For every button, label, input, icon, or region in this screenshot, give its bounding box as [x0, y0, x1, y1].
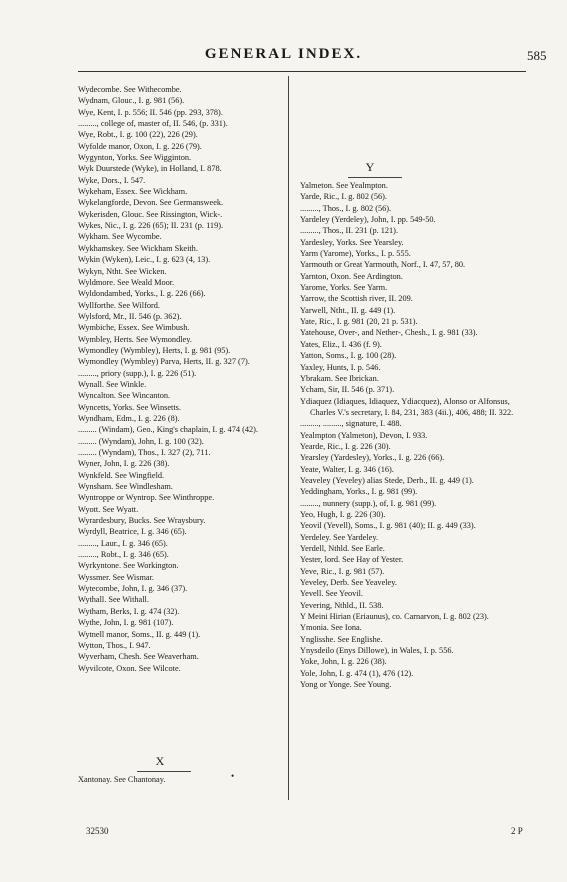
index-entry: Wythe, John, I. g. 981 (107). [78, 618, 174, 628]
index-entry: Wyrdyll, Beatrice, I. g. 346 (65). [78, 527, 187, 537]
index-entry: Yeate, Walter, I. g. 346 (16). [300, 464, 394, 474]
index-entry: Yoke, John, I. g. 226 (38). [300, 657, 387, 667]
left-column [78, 84, 292, 674]
index-entry: ........., ........., signature, I. 488. [300, 419, 402, 429]
index-entry: Wygynton, Yorks. See Wigginton. [78, 153, 192, 163]
index-entry: Ycham, Sir, II. 546 (p. 371). [300, 385, 395, 395]
index-entry: Yeve, Ric., I. g. 981 (57). [300, 566, 385, 576]
right-column [300, 180, 526, 690]
page-number: 585 [527, 48, 547, 63]
index-entry: Wyott. See Wyatt. [78, 504, 139, 514]
index-entry: Yearsley (Yardesley), Yorks., I. g. 226 (66). [300, 453, 445, 463]
index-entry: Wythall. See Withall. [78, 595, 149, 605]
index-entry: Wyssmer. See Wismar. [78, 572, 154, 582]
index-entry: Wykerisden, Glouc. See Rissington, Wick-. [78, 209, 223, 219]
index-entry: ........., college of, master of, II. 546, (p. 331). [78, 119, 228, 129]
index-entry: ........., Thos., I. g. 802 (56). [300, 203, 392, 213]
index-entry: Yearde, Ric., I. g. 226 (30). [300, 441, 391, 451]
index-entry: Wyrardesbury, Bucks. See Wraysbury. [78, 516, 206, 526]
index-entry: Yealmpton (Yalmeton), Devon, I. 933. [300, 430, 428, 440]
page-title: GENERAL INDEX. [204, 46, 363, 62]
index-entry: Wymondley (Wymbley) Parva, Herts, II. g. 327 (7). [78, 357, 250, 367]
index-entry: Wyncetts, Yorks. See Winsetts. [78, 402, 181, 412]
index-entry: ........., Thos., II. 231 (p. 121). [300, 226, 399, 236]
footer-signature-mark: 2 P [511, 826, 523, 836]
index-entry: Wyncalton. See Wincanton. [78, 391, 171, 401]
index-entry: Wydecombe. See Withecombe. [78, 85, 182, 94]
index-entry: Yeo, Hugh, I. g. 226 (30). [300, 509, 386, 519]
index-entry: Wydnam, Glouc., I. g. 981 (56). [78, 96, 185, 106]
index-entry: Wyrkyntone. See Workington. [78, 561, 179, 571]
index-entry: Wykyn, Ntht. See Wicken. [78, 266, 167, 276]
index-entry: Wykin (Wyken), Leic., I. g. 623 (4, 13). [78, 255, 211, 265]
index-entry: Wytham, Berks, I. g. 474 (32). [78, 606, 180, 616]
index-entry: Wykes, Nic., I. g. 226 (65); II. 231 (p. 119). [78, 221, 224, 231]
index-entry: Yole, John, I. g. 474 (1), 476 (12). [300, 668, 414, 678]
index-entry: Yeveley, Derb. See Yeaveley. [300, 578, 397, 588]
index-entry: Yalmeton. See Yealmpton. [300, 181, 388, 190]
index-entry: Wyvilcote, Oxon. See Wilcote. [78, 663, 181, 673]
index-entry: Wyllforthe. See Wilford. [78, 300, 160, 310]
index-entry: Wymbley, Herts. See Wymondley. [78, 334, 192, 344]
index-entry: Yatton, Soms., I. g. 100 (28). [300, 351, 397, 361]
index-entry: Wynkfeld. See Wingfield. [78, 470, 165, 480]
index-entry: Wykeham, Essex. See Wickham. [78, 187, 188, 197]
ornament-dot: • [231, 771, 235, 781]
index-entry: ........., nunnery (supp.), of, I. g. 981 (99). [300, 498, 437, 508]
index-entry: Wykelangforde, Devon. See Germansweek. [78, 198, 224, 208]
index-entry: Yates, Eliz., I. 436 (f. 9). [300, 339, 382, 349]
index-entry: Wykham. See Wycombe. [78, 232, 162, 242]
index-entry: Wytton, Thos., I. 947. [78, 640, 151, 650]
index-entry: Yardesley, Yorks. See Yearsley. [300, 237, 404, 247]
index-entry: Yarwell, Ntht., II. g. 449 (1). [300, 305, 396, 315]
index-entry: Ybrakam. See Ibrickan. [300, 373, 379, 383]
index-entry: Wytecombe, John, I. g. 346 (37). [78, 584, 188, 594]
index-entry: Yarrow, the Scottish river, II. 209. [300, 294, 413, 304]
index-entry: Yeddingham, Yorks., I. g. 981 (99). [300, 487, 418, 497]
index-entry: ......... (Wyndam), John, I. g. 100 (32). [78, 436, 204, 446]
index-entry: Wyke, Dors., I. 547. [78, 175, 146, 185]
index-entry: Wyldondambed, Yorks., I. g. 226 (66). [78, 289, 206, 299]
index-entry: Yatehouse, Over-, and Nether-, Chesh., I. g. 981 (33). [300, 328, 478, 338]
index-entry: Wymbiche, Essex. See Wimbush. [78, 323, 190, 333]
footer-signature-number: 32530 [86, 826, 109, 836]
index-entry: Yevell. See Yeovil. [300, 589, 364, 599]
index-entry: Yarnton, Oxon. See Ardington. [300, 271, 403, 281]
index-entry: Wyntroppe or Wyntrop. See Winthroppe. [78, 493, 215, 503]
index-entry: Wylsford, Mr., II. 546 (p. 362). [78, 311, 182, 321]
index-entry: ......... (Wyndam), Thos., I. 327 (2), 711. [78, 448, 211, 457]
index-entry: Yarmouth or Great Yarmouth, Norf., I. 47, 57, 80. [300, 260, 466, 270]
index-entry: Wyner, John, I. g. 226 (38). [78, 459, 170, 469]
index-entry: Wyverham, Chesh. See Weaverham. [78, 652, 199, 662]
index-entry: Wynall. See Winkle. [78, 379, 147, 389]
index-entry: Yardeley (Yerdeley), John, I. pp. 549-50. [300, 215, 436, 225]
index-entry: Yerdell, Nthld. See Earle. [300, 544, 385, 553]
index-entry: Wyndham, Edm., I. g. 226 (8). [78, 413, 180, 423]
index-entry: Yarome, Yorks. See Yarm. [300, 283, 388, 293]
index-entry: ........., Robt., I. g. 346 (65). [78, 550, 169, 560]
index-entry: Wymondley (Wymbley), Herts, I. g. 981 (95). [78, 345, 231, 355]
index-entry: Yarde, Ric., I. g. 802 (56). [300, 192, 387, 202]
index-entry: Xantonay. See Chantonay. [78, 775, 166, 784]
section-x-entries [78, 774, 288, 785]
index-entry: ........., priory (supp.), I. g. 226 (51). [78, 368, 197, 378]
index-entry: Ynysdeilo (Enys Dillowe), in Wales, I. p. 556. [300, 646, 454, 656]
section-rule-x [137, 771, 191, 772]
index-entry: Wynsham. See Windlesham. [78, 482, 173, 492]
index-entry: Wykhamskey. See Wickham Skeith. [78, 243, 198, 253]
header-rule [78, 71, 526, 72]
section-heading-x: X [155, 754, 165, 768]
index-entry: Ymonia. See Iona. [300, 623, 362, 633]
index-entry: ........., Laur., I. g. 346 (65). [78, 538, 168, 548]
index-entry: Ynglisshe. See Englishe. [300, 634, 383, 644]
index-entry: Yester, lord. See Hay of Yester. [300, 555, 404, 565]
index-entry: Yerdeley. See Yardeley. [300, 532, 379, 542]
index-entry: Ydiaquez (Idiaques, Idiaquez, Ydiacquez), Alonso or Alfonsus, Charles V.'s secretary, I. 84, 231, 383 (4ii.), 406, 488; II. 322. [300, 396, 514, 417]
index-entry: Yaxley, Hunts, I. p. 546. [300, 362, 381, 372]
index-entry: Wyfolde manor, Oxon, I. g. 226 (79). [78, 141, 202, 151]
index-entry: Wytnell manor, Soms., II. g. 449 (1). [78, 629, 201, 639]
index-entry: Yevering, Nthld., II. 538. [300, 600, 384, 610]
index-entry: Wye, Kent, I. p. 556; II. 546 (pp. 293, 378). [78, 107, 223, 117]
index-entry: ......... (Windam), Geo., King's chaplain, I. g. 474 (42). [78, 425, 258, 435]
index-entry: Yeaveley (Yeveley) alias Stede, Derb., II. g. 449 (1). [300, 475, 474, 485]
index-entry: Y Meini Hirian (Eriaunus), co. Carnarvon, I. g. 802 (23). [300, 612, 489, 622]
section-heading-y: Y [365, 160, 375, 174]
section-rule-y [348, 177, 402, 178]
index-entry: Yate, Ric., I. g. 981 (20, 21 p. 531). [300, 317, 418, 327]
index-entry: Yarm (Yarome), Yorks., I. p. 555. [300, 249, 411, 259]
index-entry: Wyk Duurstede (Wyke), in Holland, I. 878. [78, 164, 222, 174]
index-entry: Yong or Yonge. See Young. [300, 680, 392, 690]
index-entry: Wyldmore. See Weald Moor. [78, 277, 175, 287]
index-entry: Wye, Robt., I. g. 100 (22), 226 (29). [78, 130, 198, 140]
index-entry: Yeovil (Yevell), Soms., I. g. 981 (40); II. g. 449 (33). [300, 521, 476, 531]
